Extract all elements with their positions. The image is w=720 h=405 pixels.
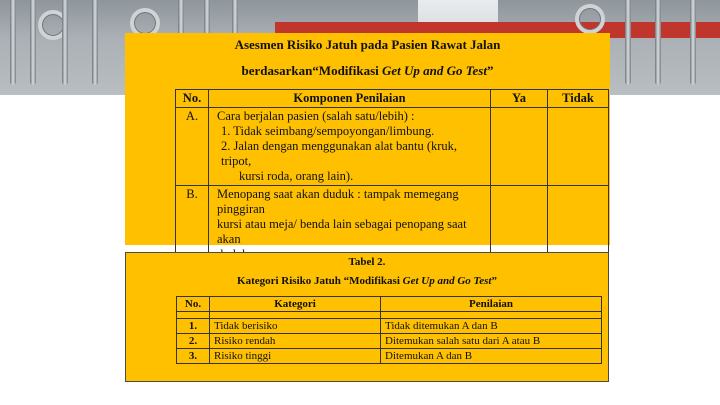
assessment-table bbox=[175, 89, 609, 264]
row-penilaian: Ditemukan salah satu dari A atau B bbox=[381, 334, 602, 349]
component-line: 2. Jalan dengan menggunakan alat bantu (kruk, tripot, bbox=[221, 139, 458, 168]
row-number: 3. bbox=[177, 349, 210, 364]
table-header-row bbox=[176, 90, 609, 108]
table-row bbox=[177, 319, 602, 334]
header-no: No. bbox=[176, 90, 209, 108]
category-title-line1: Tabel 2. bbox=[348, 256, 386, 268]
row-component bbox=[209, 108, 491, 186]
surgical-instrument-icon bbox=[690, 0, 696, 85]
assessment-title-line2: berdasarkan“Modifikasi Get Up and Go Test” bbox=[241, 63, 494, 78]
header-komponen: Komponen Penilaian bbox=[209, 90, 491, 108]
scissor-ring-icon bbox=[575, 4, 605, 34]
component-line: kursi roda, orang lain). bbox=[239, 169, 354, 183]
row-penilaian: Tidak ditemukan A dan B bbox=[381, 319, 602, 334]
component-line: Menopang saat akan duduk : tampak memegang pinggiran bbox=[217, 187, 459, 216]
row-number: A. bbox=[176, 108, 209, 186]
surgical-instrument-icon bbox=[62, 0, 68, 85]
assessment-title-line1: Asesmen Risiko Jatuh pada Pasien Rawat Jalan bbox=[234, 37, 501, 52]
surgical-instrument-icon bbox=[655, 0, 661, 85]
header-ya: Ya bbox=[491, 90, 548, 108]
surgical-instrument-icon bbox=[30, 0, 36, 85]
table-spacer-row bbox=[177, 312, 602, 319]
table-row bbox=[176, 108, 609, 186]
row-kategori: Risiko tinggi bbox=[210, 349, 381, 364]
surgical-instrument-icon bbox=[625, 0, 631, 85]
row-number: 1. bbox=[177, 319, 210, 334]
category-title-line2: Kategori Risiko Jatuh “Modifikasi Get Up and Go Test” bbox=[237, 275, 497, 287]
component-line: Cara berjalan pasien (salah satu/lebih) : bbox=[217, 109, 415, 123]
tidak-cell[interactable] bbox=[548, 108, 609, 186]
assessment-panel bbox=[125, 33, 610, 245]
ya-cell[interactable] bbox=[491, 108, 548, 186]
surgical-instrument-icon bbox=[92, 0, 98, 85]
header-penilaian: Penilaian bbox=[381, 297, 602, 312]
category-panel bbox=[125, 252, 609, 382]
table-header-row bbox=[177, 297, 602, 312]
row-number: 2. bbox=[177, 334, 210, 349]
row-kategori: Tidak berisiko bbox=[210, 319, 381, 334]
row-penilaian: Ditemukan A dan B bbox=[381, 349, 602, 364]
table-row bbox=[177, 334, 602, 349]
header-no: No. bbox=[177, 297, 210, 312]
component-line: 1. Tidak seimbang/sempoyongan/limbung. bbox=[221, 124, 435, 138]
row-number: B. bbox=[176, 186, 209, 264]
table-row bbox=[177, 349, 602, 364]
header-tidak: Tidak bbox=[548, 90, 609, 108]
component-line: kursi atau meja/ benda lain sebagai penopang saat akan bbox=[217, 217, 467, 246]
category-table bbox=[176, 296, 602, 364]
row-kategori: Risiko rendah bbox=[210, 334, 381, 349]
surgical-instrument-icon bbox=[10, 0, 16, 85]
header-kategori: Kategori bbox=[210, 297, 381, 312]
